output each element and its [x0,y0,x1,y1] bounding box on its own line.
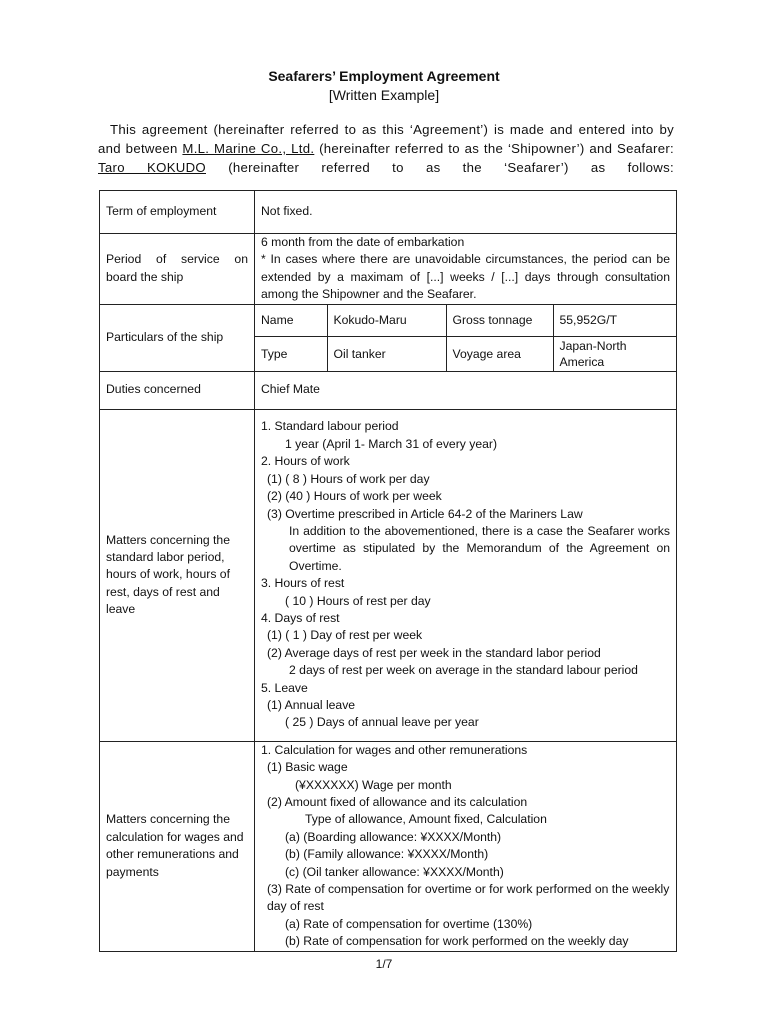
wages-line: Type of allowance, Amount fixed, Calculation [305,812,547,827]
table-row [100,741,677,951]
ship-type-label: Type [255,337,327,371]
intro-text-3: (hereinafter referred to as the ‘Seafarer’) as follows: [228,160,674,175]
labor-line: 2. Hours of work [261,454,350,469]
page-number: 1/7 [375,957,393,971]
period-line-1: 6 month from the date of embarkation [261,235,465,249]
intro-text-2: (hereinafter referred to as the ‘Shipowner’) and Seafarer: [319,141,674,156]
ship-name-value: Kokudo-Maru [327,305,446,337]
wages-line: (a) (Boarding allowance: ¥XXXX/Month) [285,829,502,844]
period-value [255,234,677,305]
labor-value [255,409,677,741]
agreement-table [99,190,677,952]
voyage-area-value: Japan-North America [553,337,676,371]
labor-line: (3) Overtime prescribed in Article 64-2 of the Mariners Law [267,506,583,521]
wages-line: 1. Calculation for wages and other remunerations [261,742,528,757]
labor-line: ( 10 ) Hours of rest per day [285,593,431,608]
duties-label: Duties concerned [100,371,255,409]
labor-line: 2 days of rest per week on average in the standard labour period [289,663,638,678]
labor-line: (2) (40 ) Hours of work per week [267,489,442,504]
wages-line: (c) (Oil tanker allowance: ¥XXXX/Month) [285,864,504,879]
wages-line: (b) (Family allowance: ¥XXXX/Month) [285,847,489,862]
labor-line: 4. Days of rest [261,610,340,625]
labor-line: (2) Average days of rest per week in the standard labor period [267,645,601,660]
period-line-2: * In cases where there are unavoidable circumstances, the period can be extended by a maximam of [...] weeks / [...] days through consultation among the Shipowner and the Seafarer. [261,252,670,302]
table-row [100,234,677,305]
ship-label: Particulars of the ship [100,304,255,371]
duties-value: Chief Mate [255,371,677,409]
labor-line: (1) ( 8 ) Hours of work per day [267,471,430,486]
ship-particulars-table [255,305,676,371]
wages-line: (b) Rate of compensation for work performed on the weekly day [285,934,629,949]
table-row [255,337,676,371]
term-value: Not fixed. [255,191,677,234]
ship-name-label: Name [255,305,327,337]
wages-label: Matters concerning the calculation for wages and other remunerations and payments [100,741,255,951]
gross-tonnage-value: 55,952G/T [553,305,676,337]
shipowner-name: M.L. Marine Co., Ltd. [182,141,315,156]
intro-paragraph [98,120,674,177]
labor-line: 5. Leave [261,680,308,695]
labor-label: Matters concerning the standard labor period, hours of work, hours of rest, days of rest and leave [100,409,255,741]
gross-tonnage-label: Gross tonnage [446,305,553,337]
labor-line: 1 year (April 1- March 31 of every year) [285,436,498,451]
document-title: Seafarers’ Employment Agreement [268,68,500,84]
intro-text-1: This agreement (hereinafter referred to as this ‘Agreement’) is made and entered into by and between [98,122,674,156]
wages-line: (a) Rate of compensation for overtime (130%) [285,916,533,931]
term-label: Term of employment [100,191,255,234]
labor-line: (1) Annual leave [267,697,356,712]
table-row [255,305,676,337]
table-row [100,304,677,371]
document-subtitle: [Written Example] [328,87,440,103]
ship-particulars [255,304,677,371]
wages-line: (1) Basic wage [267,760,348,775]
table-row [100,371,677,409]
period-label: Period of service on board the ship [100,234,255,305]
wages-value [255,741,677,951]
labor-line: ( 25 ) Days of annual leave per year [285,715,479,730]
ship-type-value: Oil tanker [327,337,446,371]
labor-line: 1. Standard labour period [261,419,399,434]
wages-line: (2) Amount fixed of allowance and its calculation [267,794,528,809]
table-row [100,409,677,741]
wages-line: (3) Rate of compensation for overtime or for work performed on the weekly day of rest [267,881,670,914]
labor-line: (1) ( 1 ) Day of rest per week [267,628,423,643]
labor-line: In addition to the abovementioned, there is a case the Seafarer works overtime as stipulated by the Memorandum of the Agreement on Overtime. [289,523,670,573]
voyage-area-label: Voyage area [446,337,553,371]
table-row [100,191,677,234]
labor-line: 3. Hours of rest [261,576,345,591]
wages-line: (¥XXXXXX) Wage per month [295,777,452,792]
seafarer-name: Taro KOKUDO [98,160,206,175]
